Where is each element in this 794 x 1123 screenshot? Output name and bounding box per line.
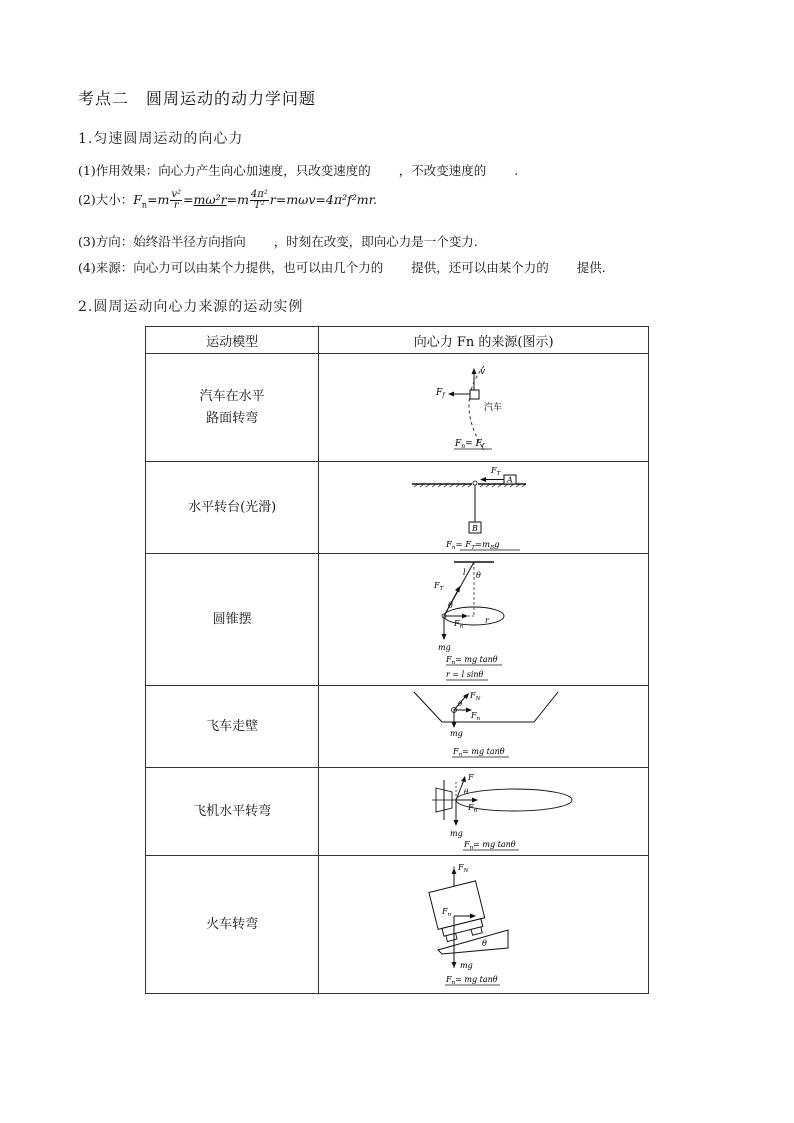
svg-text:Fn= mg tanθ: $F_n=$ mg tanθ: [445, 654, 498, 666]
svg-text:F: F: [467, 772, 474, 782]
svg-text:mg: mg: [449, 728, 463, 738]
svg-text:A: A: [506, 475, 513, 484]
figure-conical: [319, 554, 649, 686]
conical-pendulum-diagram: [384, 556, 584, 684]
svg-text:θ: θ: [475, 570, 481, 580]
fraction-4pi2-t2: $\frac{\text{4π²}}{\text{T²}}$: [250, 189, 268, 211]
section-title: 考点二 圆周运动的动力学问题: [78, 89, 317, 108]
svg-text:Fn= FT=mBg: $F_n= F_T=m_Bg$: [445, 539, 500, 551]
airplane-turn-diagram: [384, 770, 584, 854]
table-row: [146, 856, 649, 994]
train-turn-diagram: [384, 858, 584, 992]
svg-text:θ: θ: [463, 787, 468, 796]
row-name-car: 汽车在水平 路面转弯: [146, 354, 319, 462]
svg-text:v: v: [479, 366, 485, 377]
direction-line: (3)方向：始终沿半径方向指向 ，时刻在改变，即向心力是一个变力.: [78, 234, 478, 249]
svg-text:θ: θ: [457, 699, 462, 708]
figure-car: [319, 354, 649, 462]
row-name-conical: 圆锥摆: [146, 554, 319, 686]
wall-ride-diagram: [384, 688, 584, 766]
fraction-v2-r: $\frac{\text{v²}}{r}$: [171, 189, 182, 211]
figure-train: [319, 856, 649, 994]
figure-turntable: [319, 462, 649, 554]
header-source: 向心力 Fn 的来源(图示): [319, 327, 649, 354]
svg-text:r: r: [484, 615, 489, 625]
svg-text:Fn= mg tanθ: $F_n=$ mg tanθ: [452, 746, 505, 758]
svg-text:FN: $F_N$: [457, 862, 469, 874]
table-header-row: [146, 327, 649, 354]
svg-text:Fn= mg tanθ: $F_n=$ mg tanθ: [463, 839, 516, 851]
svg-text:FT: $F_T$: [490, 465, 500, 477]
svg-text:r = l sinθ: r = l sinθ: [445, 669, 484, 679]
figure-airplane: [319, 768, 649, 856]
svg-text:Fn: $F_n$: [453, 618, 463, 630]
table-row: [146, 686, 649, 768]
table-row: [146, 768, 649, 856]
table-row: [146, 354, 649, 462]
car-turn-diagram: [384, 358, 584, 458]
header-model: 运动模型: [146, 327, 319, 354]
svg-text:mg: mg: [437, 642, 451, 652]
examples-table: [145, 326, 649, 994]
svg-text:mg: mg: [449, 828, 463, 838]
part1-heading: 1.匀速圆周运动的向心力: [78, 131, 244, 147]
svg-text:Fn= mg tanθ: $F_n=$ mg tanθ: [445, 974, 498, 986]
svg-text:FN: $F_N$: [469, 690, 481, 702]
part2-heading: 2.圆周运动向心力来源的运动实例: [78, 299, 304, 315]
svg-text:B: B: [471, 523, 478, 533]
figure-wall: [319, 686, 649, 768]
effect-line: (1)作用效果：向心力产生向心加速度，只改变速度的 ，不改变速度的 .: [78, 163, 519, 178]
svg-text:汽车: 汽车: [483, 402, 502, 413]
source-line: (4)来源：向心力可以由某个力提供，也可以由几个力的 提供，还可以由某个力的 提供.: [78, 260, 606, 275]
svg-text:mg: mg: [459, 960, 473, 970]
svg-text:θ: θ: [481, 938, 487, 948]
row-name-turntable: 水平转台(光滑): [146, 462, 319, 554]
table-row: [146, 462, 649, 554]
svg-text:θ: θ: [447, 600, 453, 610]
svg-text:Fn: $F_n$: [441, 906, 451, 918]
svg-text:FT: $F_T$: [433, 580, 443, 592]
size-line: (2)大小：$F_n=m$ $\frac{\text{v²}}{r}$ =mω²r=m $\frac{\text{4π²}}{\text{T²}}$ r=mωv=4π²f²mr.: [78, 189, 378, 211]
table-row: [146, 554, 649, 686]
row-name-train: 火车转弯: [146, 856, 319, 994]
svg-text:l: l: [462, 567, 466, 577]
row-name-airplane: 飞机水平转弯: [146, 768, 319, 856]
svg-text:Ff: $F_f$: [435, 387, 445, 399]
svg-text:Fn: $F_n$: [470, 710, 480, 722]
svg-text:Fn= Ff: $F_n= F_f$: [454, 438, 484, 450]
turntable-diagram: [384, 464, 584, 552]
svg-text:Fn: $F_n$: [467, 802, 477, 814]
row-name-wall: 飞车走壁: [146, 686, 319, 768]
